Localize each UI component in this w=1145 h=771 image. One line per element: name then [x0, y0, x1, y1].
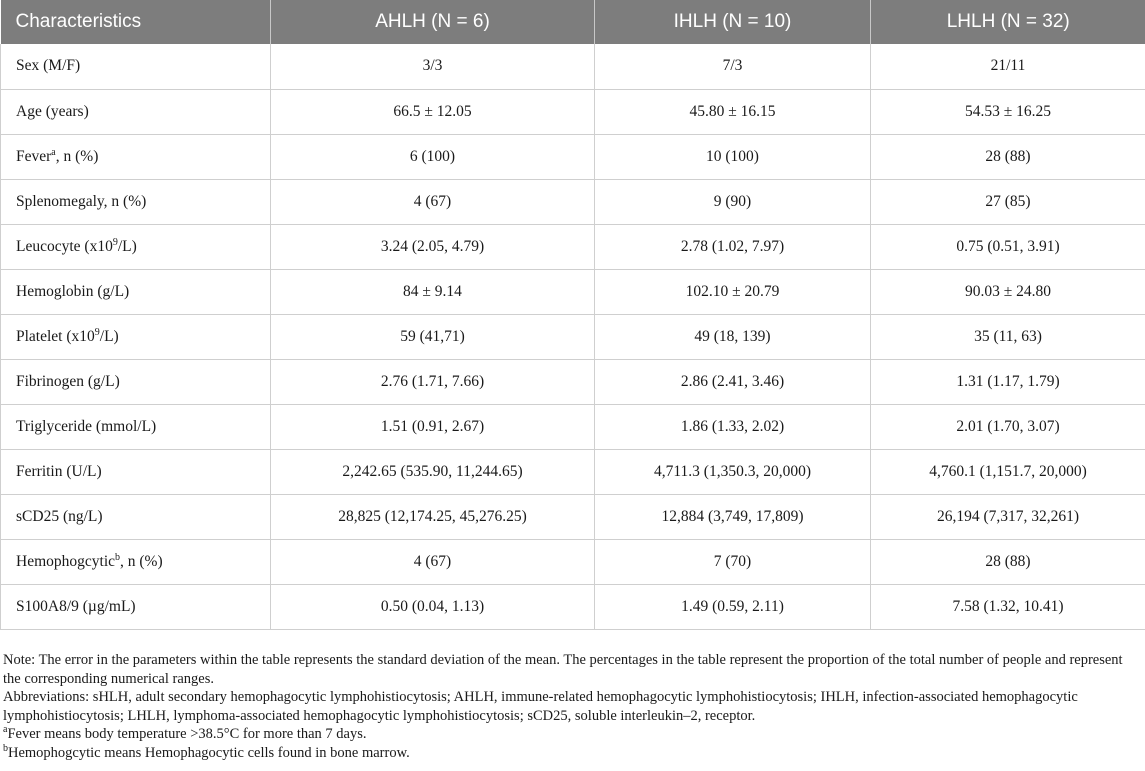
table-row: [1, 269, 1145, 314]
table-row: [1, 89, 1145, 134]
cell-lhlh: 90.03 ± 24.80: [871, 269, 1145, 314]
cell-ihlh: 7/3: [595, 44, 871, 89]
row-label: Ferritin (U/L): [1, 449, 271, 494]
cell-ahlh: 3.24 (2.05, 4.79): [271, 224, 595, 269]
table-row: [1, 449, 1145, 494]
header-characteristics: Characteristics: [1, 0, 271, 44]
row-label: [1, 314, 271, 359]
cell-ahlh: 6 (100): [271, 134, 595, 179]
footnote-a-text: Fever means body temperature >38.5°C for more than 7 days.: [7, 726, 367, 742]
cell-ihlh: 49 (18, 139): [595, 314, 871, 359]
table-row: [1, 134, 1145, 179]
table-row: [1, 179, 1145, 224]
cell-lhlh: 1.31 (1.17, 1.79): [871, 359, 1145, 404]
table-notes: [3, 651, 1138, 762]
cell-ihlh: 9 (90): [595, 179, 871, 224]
row-label: sCD25 (ng/L): [1, 494, 271, 539]
cell-ihlh: 2.78 (1.02, 7.97): [595, 224, 871, 269]
cell-ihlh: 12,884 (3,749, 17,809): [595, 494, 871, 539]
cell-lhlh: 7.58 (1.32, 10.41): [871, 584, 1145, 629]
cell-ahlh: 4 (67): [271, 539, 595, 584]
cell-ihlh: 7 (70): [595, 539, 871, 584]
row-label-text: Fever: [16, 147, 52, 165]
cell-lhlh: 54.53 ± 16.25: [871, 89, 1145, 134]
table-header-row: [1, 0, 1145, 44]
cell-lhlh: 0.75 (0.51, 3.91): [871, 224, 1145, 269]
table-row: [1, 494, 1145, 539]
footnote-b: [3, 744, 1138, 763]
cell-ahlh: 3/3: [271, 44, 595, 89]
row-label: Splenomegaly, n (%): [1, 179, 271, 224]
footnote-b-text: Hemophogcytic means Hemophagocytic cells found in bone marrow.: [8, 744, 410, 761]
cell-ihlh: 10 (100): [595, 134, 871, 179]
superscript: 9: [112, 236, 118, 248]
cell-ahlh: 2.76 (1.71, 7.66): [271, 359, 595, 404]
cell-lhlh: 28 (88): [871, 539, 1145, 584]
cell-ihlh: 4,711.3 (1,350.3, 20,000): [595, 449, 871, 494]
row-label: [1, 224, 271, 269]
cell-ihlh: 45.80 ± 16.15: [595, 89, 871, 134]
row-label: S100A8/9 (µg/mL): [1, 584, 271, 629]
cell-ahlh: 0.50 (0.04, 1.13): [271, 584, 595, 629]
row-label: Hemoglobin (g/L): [1, 269, 271, 314]
cell-ahlh: 4 (67): [271, 179, 595, 224]
table-row: [1, 224, 1145, 269]
row-label: [1, 539, 271, 584]
row-label-suffix: /L): [99, 327, 119, 345]
cell-lhlh: 2.01 (1.70, 3.07): [871, 404, 1145, 449]
cell-ahlh: 28,825 (12,174.25, 45,276.25): [271, 494, 595, 539]
cell-lhlh: 35 (11, 63): [871, 314, 1145, 359]
abbreviations-text: Abbreviations: sHLH, adult secondary hemophagocytic lymphohistiocytosis; AHLH, immune-related hemophagocytic lymphohistiocytosis; IHLH, infection-associated hemophagocytic lymphohistiocytosis; LHLH, lymphoma-associated hemophagocytic lymphohistiocytosis; sCD25, soluble interleukin–2, receptor.: [3, 689, 1078, 724]
cell-ahlh: 59 (41,71): [271, 314, 595, 359]
superscript: 9: [94, 326, 100, 338]
cell-ahlh: 1.51 (0.91, 2.67): [271, 404, 595, 449]
cell-ihlh: 1.49 (0.59, 2.11): [595, 584, 871, 629]
cell-ihlh: 102.10 ± 20.79: [595, 269, 871, 314]
header-lhlh: LHLH (N = 32): [871, 0, 1145, 44]
cell-ihlh: 2.86 (2.41, 3.46): [595, 359, 871, 404]
row-label: [1, 134, 271, 179]
row-label: Sex (M/F): [1, 44, 271, 89]
table-row: [1, 314, 1145, 359]
row-label: Triglyceride (mmol/L): [1, 404, 271, 449]
footnote-a: [3, 725, 1138, 744]
table-row: [1, 584, 1145, 629]
note-text: Note: The error in the parameters within the table represents the standard deviation of the mean. The percentages in the table represent the proportion of the total number of people and represent the corresponding numerical ranges.: [3, 652, 1123, 687]
cell-lhlh: 21/11: [871, 44, 1145, 89]
row-label-text: Leucocyte (x10: [16, 237, 113, 255]
cell-lhlh: 28 (88): [871, 134, 1145, 179]
table-row: [1, 404, 1145, 449]
header-ihlh: IHLH (N = 10): [595, 0, 871, 44]
cell-ahlh: 84 ± 9.14: [271, 269, 595, 314]
table-row: [1, 359, 1145, 404]
row-label: Age (years): [1, 89, 271, 134]
row-label-suffix: /L): [117, 237, 137, 255]
header-ahlh: AHLH (N = 6): [271, 0, 595, 44]
table-row: [1, 44, 1145, 89]
row-label-text: Platelet (x10: [16, 327, 95, 345]
footnote-marker: b: [115, 551, 121, 563]
cell-lhlh: 4,760.1 (1,151.7, 20,000): [871, 449, 1145, 494]
table-row: [1, 539, 1145, 584]
cell-ihlh: 1.86 (1.33, 2.02): [595, 404, 871, 449]
row-label-text: Hemophogcytic: [16, 552, 116, 570]
footnote-b-marker: b: [3, 742, 8, 754]
cell-lhlh: 27 (85): [871, 179, 1145, 224]
row-label: Fibrinogen (g/L): [1, 359, 271, 404]
cell-ahlh: 66.5 ± 12.05: [271, 89, 595, 134]
footnote-marker: a: [51, 146, 56, 158]
cell-lhlh: 26,194 (7,317, 32,261): [871, 494, 1145, 539]
footnote-a-marker: a: [3, 724, 8, 736]
row-label-suffix: , n (%): [55, 147, 99, 165]
row-label-suffix: , n (%): [120, 552, 163, 570]
cell-ahlh: 2,242.65 (535.90, 11,244.65): [271, 449, 595, 494]
